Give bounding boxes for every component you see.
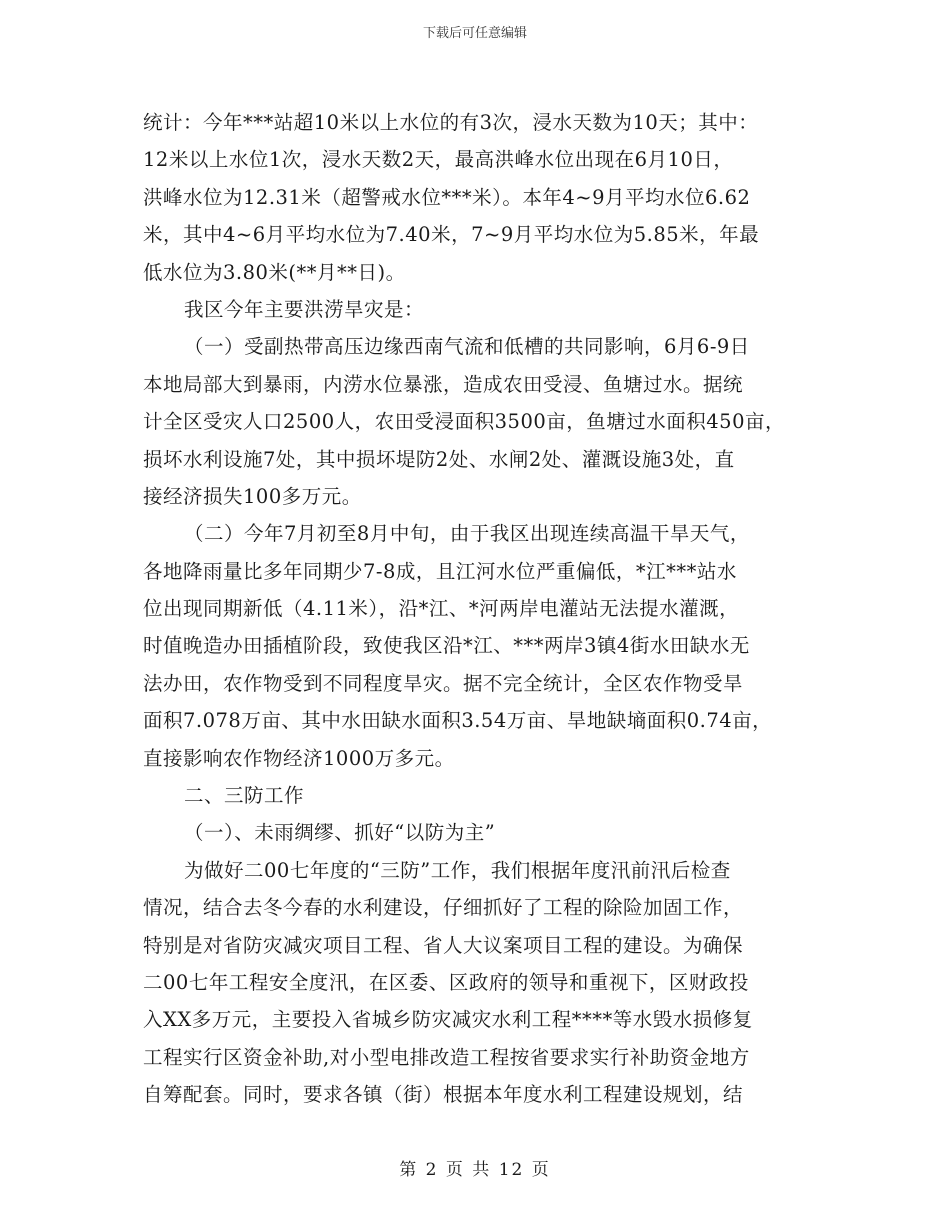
text-line: 我区今年主要洪涝旱灾是： bbox=[184, 297, 425, 321]
text-line: 直接影响农作物经济1000万多元。 bbox=[143, 746, 455, 770]
text-line: （二）今年7月初至8月中旬，由于我区出现连续高温干旱天气， bbox=[184, 522, 750, 546]
text-line: 本地局部大到暴雨，内涝水位暴涨，造成农田受浸、鱼塘过水。据统 bbox=[143, 372, 744, 396]
text-line: 接经济损失100多万元。 bbox=[143, 484, 362, 508]
text-line: 12米以上水位1次，浸水天数2天，最高洪峰水位出现在6月10日， bbox=[143, 148, 734, 172]
text-line: 低水位为3.80米(**月**日)。 bbox=[143, 260, 406, 284]
text-line: 二、三防工作 bbox=[184, 784, 305, 808]
text-line: 米，其中4~6月平均水位为7.40米，7~9月平均水位为5.85米，年最 bbox=[143, 223, 760, 247]
text-line: 时值晚造办田插植阶段，致使我区沿*江、***两岸3镇4街水田缺水无 bbox=[143, 634, 750, 658]
text-line: （一）受副热带高压边缘西南气流和低槽的共同影响，6月6-9日 bbox=[184, 335, 750, 359]
text-line: 自筹配套。同时，要求各镇（街）根据本年度水利工程建设规划，结 bbox=[143, 1083, 744, 1107]
text-line: 为做好二00七年度的“三防”工作，我们根据年度汛前汛后检查 bbox=[184, 858, 731, 882]
text-line: 位出现同期新低（4.11米），沿*江、*河两岸电灌站无法提水灌溉， bbox=[143, 597, 740, 621]
text-line: 洪峰水位为12.31米（超警戒水位***米）。本年4~9月平均水位6.62 bbox=[143, 185, 751, 209]
text-line: 情况，结合去冬今春的水利建设，仔细抓好了工程的除险加固工作， bbox=[143, 896, 744, 920]
page-header: 下载后可任意编辑 bbox=[422, 26, 527, 41]
text-line: 计全区受灾人口2500人，农田受浸面积3500亩，鱼塘过水面积450亩， bbox=[143, 410, 785, 434]
page-footer: 第 2 页 共 12 页 bbox=[399, 1160, 551, 1180]
text-line: 面积7.078万亩、其中水田缺水面积3.54万亩、旱地缺墒面积0.74亩， bbox=[143, 709, 773, 733]
text-line: 各地降雨量比多年同期少7-8成，且江河水位严重偏低，*江***站水 bbox=[143, 559, 737, 583]
text-line: 统计：今年***站超10米以上水位的有3次，浸水天数为10天；其中： bbox=[143, 111, 759, 134]
text-line: 二00七年工程安全度汛，在区委、区政府的领导和重视下，区财政投 bbox=[143, 970, 749, 994]
text-line: 特别是对省防灾减灾项目工程、省人大议案项目工程的建设。为确保 bbox=[143, 933, 744, 957]
text-line: 工程实行区资金补助,对小型电排改造工程按省要求实行补助资金地方 bbox=[143, 1045, 750, 1069]
text-line: 损坏水利设施7处，其中损坏堤防2处、水闸2处、灌溉设施3处，直 bbox=[143, 447, 735, 471]
document-body bbox=[143, 104, 833, 1114]
text-line: 法办田，农作物受到不同程度旱灾。据不完全统计，全区农作物受旱 bbox=[143, 671, 744, 695]
text-line: 入XX多万元，主要投入省城乡防灾减灾水利工程****等水毁水损修复 bbox=[143, 1008, 753, 1032]
text-line: （一）、未雨绸缪、抓好“以防为主” bbox=[184, 821, 496, 845]
